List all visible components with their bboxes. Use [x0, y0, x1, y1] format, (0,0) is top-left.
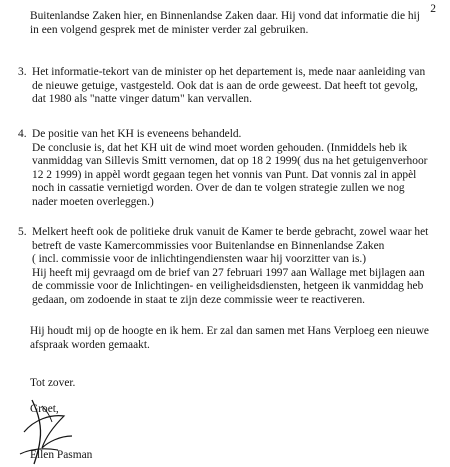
- item-number: 3.: [18, 66, 27, 78]
- item-line: de nieuwe getuige, vastgesteld. Ook dat is aan de orde geweest. Dat heeft tot gevolg,: [32, 79, 418, 92]
- signature-name: Ellen Pasman: [30, 449, 93, 461]
- item-body: [32, 128, 427, 210]
- page-number: 2: [430, 3, 436, 15]
- item-line: ( incl. commissie voor de inlichtingendiensten waar hij voorzitter van is.): [32, 253, 367, 266]
- closing-line: Hij houdt mij op de hoogte en ik hem. Er zal dan samen met Hans Verploeg een nieuwe: [30, 325, 429, 337]
- intro-line: Buitenlandse Zaken hier, en Binnenlandse Zaken daar. Hij vond dat informatie die hij: [30, 10, 420, 22]
- item-line: noch in cassatie vernietigd worden. Over de dan te volgen strategie zullen we nog: [32, 182, 405, 195]
- sign-off: Tot zover.: [30, 377, 76, 389]
- item-line: nader moeten overleggen.): [32, 195, 154, 208]
- item-body: [32, 226, 428, 308]
- item-line: gedaan, om zodoende in staat te zijn deze commissie weer te reactiveren.: [32, 293, 366, 306]
- item-line: 12 2 1999) in appèl wordt gegaan tegen het vonnis van Punt. Dat vonnis zal in appèl: [32, 168, 417, 181]
- item-body: [32, 66, 425, 107]
- item-line: vanmiddag van Sillevis Smitt vernomen, dat op 18 2 1999( dus na het getuigenverhoor: [32, 155, 428, 168]
- item-number: 5.: [18, 226, 27, 238]
- item-line: De conclusie is, dat het KH uit de wind moet worden gehouden. (Inmiddels heb ik: [32, 141, 408, 154]
- item-number: 4.: [18, 128, 27, 140]
- greeting: Groet,: [30, 403, 59, 415]
- closing-paragraph: [30, 325, 429, 352]
- item-line: Hij heeft mij gevraagd om de brief van 27 februari 1997 aan Wallage met bijlagen aan: [32, 266, 425, 279]
- item-line: de commissie voor de Inlichtingen- en veiligheidsdiensten, hetgeen ik vanmiddag heb: [32, 280, 424, 293]
- intro-line: in een volgend gesprek met de minister verder zal gebruiken.: [30, 23, 309, 36]
- closing-line: afspraak worden gemaakt.: [30, 338, 150, 351]
- item-line: De positie van het KH is eveneens behandeld.: [32, 128, 242, 140]
- item-line: dat 1980 als "natte vinger datum" kan vervallen.: [32, 93, 252, 106]
- item-line: betreft de vaste Kamercommissies voor Buitenlandse en Binnenlandse Zaken: [32, 239, 385, 252]
- item-line: Het informatie-tekort van de minister op het departement is, mede naar aanleiding van: [32, 66, 426, 78]
- intro-paragraph: [30, 10, 450, 37]
- item-line: Melkert heeft ook de politieke druk vanuit de Kamer te berde gebracht, zowel waar het: [32, 226, 429, 238]
